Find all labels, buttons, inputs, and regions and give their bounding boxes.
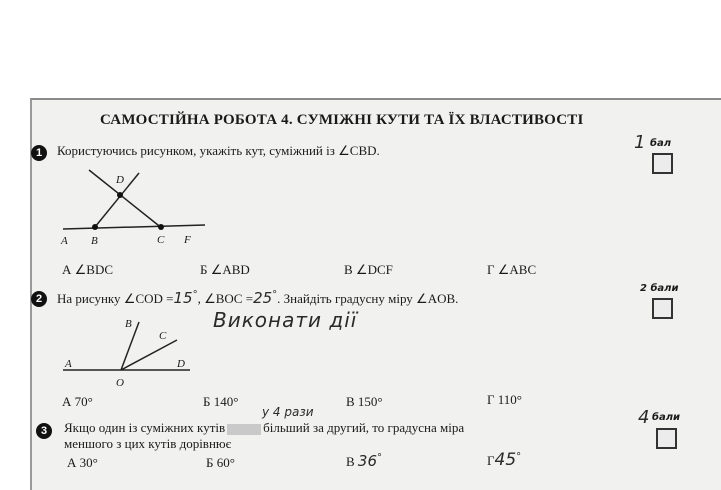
page-title: САМОСТІЙНА РОБОТА 4. СУМІЖНІ КУТИ ТА ЇХ ВЛАСТИВОСТІ (100, 112, 584, 128)
question-2-text: На рисунку ∠COD =15°, ∠BOC =25°. Знайдіть градусну міру ∠AOB. (57, 289, 459, 307)
question-2-option-b[interactable]: Б 140° (203, 394, 239, 409)
question-1-number: 1 (31, 145, 47, 161)
question-2-option-a[interactable]: А 70° (62, 394, 93, 409)
question-3-number: 3 (36, 423, 52, 439)
question-2-number: 2 (31, 291, 47, 307)
diagram-label-a2: A (65, 358, 72, 370)
handwritten-boc-value: 25 (253, 289, 273, 307)
question-1-score: бал (650, 138, 672, 149)
question-2-diagram (55, 312, 205, 392)
diagram-label-b2: B (125, 318, 132, 330)
question-3-handwritten-score: 4 (638, 407, 650, 428)
diagram-label-d2: D (177, 358, 185, 370)
question-3-score: бали (652, 412, 681, 423)
diagram-label-a: A (61, 235, 68, 247)
question-3-option-v[interactable]: В 36° (346, 452, 383, 470)
question-3-option-g[interactable]: Г45° (487, 450, 522, 470)
question-3-text-line1: Якщо один із суміжних кутів більший за другий, то градусна міра (64, 420, 465, 435)
question-1-option-g[interactable]: Г ∠ABC (487, 262, 537, 277)
blur-patch (227, 424, 261, 435)
diagram-label-b: B (91, 235, 98, 247)
question-1-option-a[interactable]: А ∠BDC (62, 262, 114, 277)
question-1-text: Користуючись рисунком, укажіть кут, суміжний із ∠CBD. (57, 143, 380, 158)
question-2-option-v[interactable]: В 150° (346, 394, 383, 409)
question-2-score: 2 бали (640, 283, 679, 294)
handwritten-insert: у 4 рази (262, 405, 314, 419)
question-1-answer-box[interactable] (652, 153, 673, 174)
diagram-label-c2: C (159, 330, 167, 342)
question-2-answer-box[interactable] (652, 298, 673, 319)
question-3-option-b[interactable]: Б 60° (206, 455, 235, 470)
question-3-option-a[interactable]: А 30° (67, 455, 98, 470)
question-1-handwritten-score: 1 (634, 132, 646, 153)
diagram-label-f: F (184, 234, 191, 246)
question-2-option-g[interactable]: Г 110° (487, 392, 522, 407)
diagram-label-o: O (116, 377, 124, 389)
diagram-label-d: D (116, 174, 124, 186)
handwritten-cod-value: 15 (173, 289, 193, 307)
question-1-option-b[interactable]: Б ∠ABD (200, 262, 250, 277)
question-1-option-v[interactable]: В ∠DCF (344, 262, 393, 277)
handwritten-note: Виконати дії (213, 308, 358, 332)
question-3-answer-box[interactable] (656, 428, 677, 449)
question-3-text-line2: меншого з цих кутів дорівнює (64, 436, 232, 451)
question-1-diagram (55, 165, 215, 250)
diagram-label-c: C (157, 234, 165, 246)
